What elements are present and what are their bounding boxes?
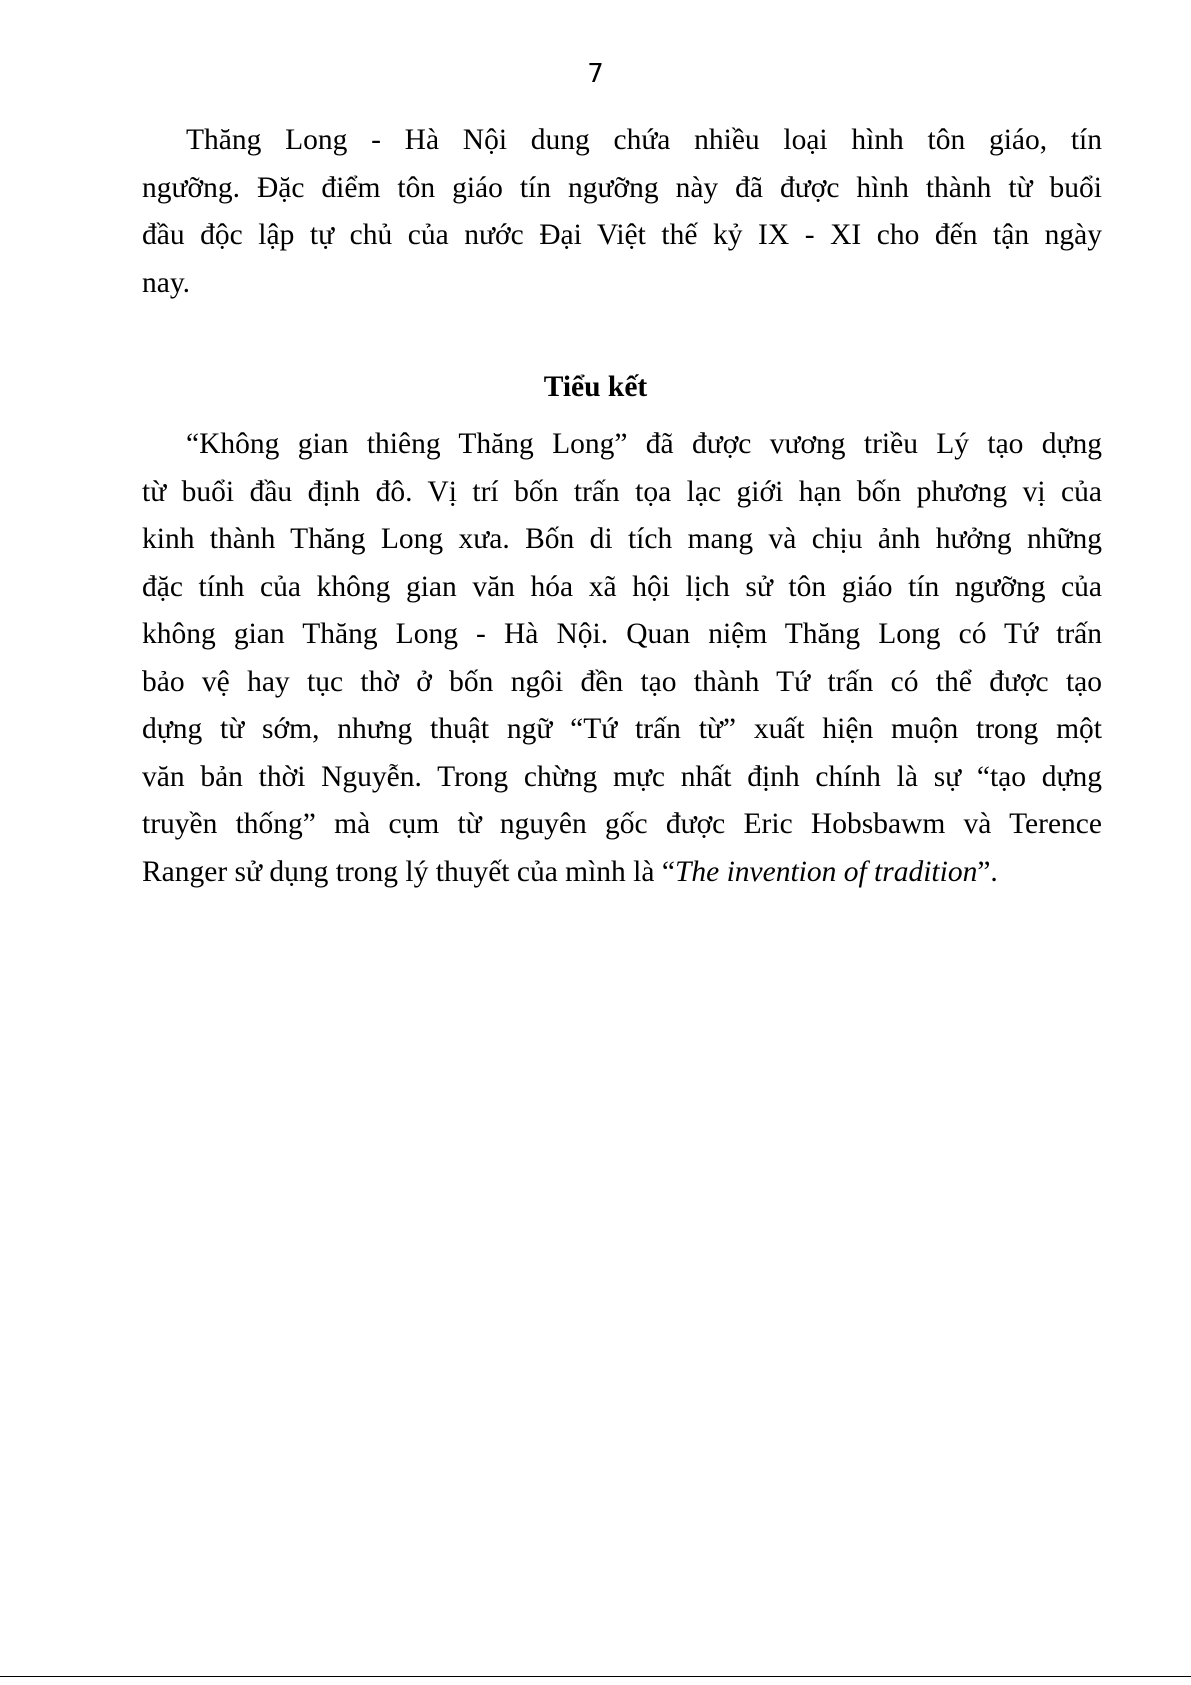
book-title-italic: The invention of tradition bbox=[674, 855, 978, 888]
paragraph-line: ngưỡng. Đặc điểm tôn giáo tín ngưỡng này đã được hình thành từ buổi bbox=[142, 171, 1102, 204]
paragraph-line: dựng từ sớm, nhưng thuật ngữ “Tứ trấn từ” xuất hiện muộn trong một bbox=[142, 713, 1102, 745]
paragraph-line: đầu độc lập tự chủ của nước Đại Việt thế kỷ IX - XI cho đến tận ngày bbox=[142, 219, 1102, 251]
page-number: 7 bbox=[587, 59, 604, 89]
paragraph-line: văn bản thời Nguyễn. Trong chừng mực nhất định chính là sự “tạo dựng bbox=[142, 760, 1102, 793]
section-heading: Tiểu kết bbox=[543, 371, 648, 403]
paragraph-line: “Không gian thiêng Thăng Long” đã được vương triều Lý tạo dựng bbox=[186, 428, 1102, 460]
paragraph-line: bảo vệ hay tục thờ ở bốn ngôi đền tạo thành Tứ trấn có thể được tạo bbox=[142, 665, 1102, 698]
paragraph-line: kinh thành Thăng Long xưa. Bốn di tích mang và chịu ảnh hưởng những bbox=[142, 523, 1102, 555]
paragraph-line: truyền thống” mà cụm từ nguyên gốc được Eric Hobsbawm và Terence bbox=[142, 808, 1102, 840]
last-line-text: Ranger sử dụng trong lý thuyết của mình là “ bbox=[142, 855, 675, 888]
intro-paragraph bbox=[142, 117, 1102, 307]
paragraph-line: nay. bbox=[142, 266, 191, 299]
paragraph-line: không gian Thăng Long - Hà Nội. Quan niệm Thăng Long có Tứ trấn bbox=[142, 618, 1102, 650]
closing-quote: ”. bbox=[977, 855, 998, 888]
summary-paragraph bbox=[142, 421, 1102, 896]
paragraph-line: từ buổi đầu định đô. Vị trí bốn trấn tọa lạc giới hạn bốn phương vị của bbox=[142, 475, 1102, 508]
page-bottom-rule bbox=[0, 1676, 1191, 1677]
paragraph-line: đặc tính của không gian văn hóa xã hội lịch sử tôn giáo tín ngưỡng của bbox=[142, 570, 1102, 603]
paragraph-line: Thăng Long - Hà Nội dung chứa nhiều loại hình tôn giáo, tín bbox=[186, 124, 1102, 156]
paragraph-last-line bbox=[142, 849, 1102, 897]
